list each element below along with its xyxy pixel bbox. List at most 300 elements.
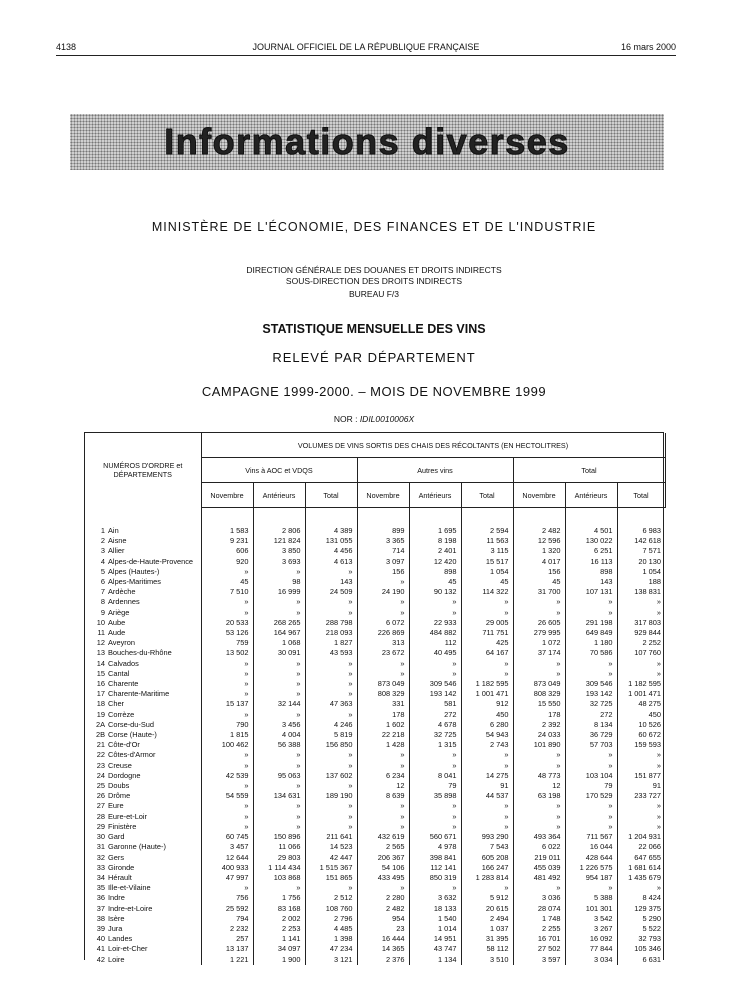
value-cell: » (617, 801, 665, 811)
department-cell (85, 648, 201, 658)
department-name: Dordogne (108, 770, 141, 780)
department-code: 40 (96, 934, 105, 944)
value-cell: 1 428 (357, 740, 409, 750)
ministry-title: MINISTÈRE DE L'ÉCONOMIE, DES FINANCES ET DE L'INDUSTRIE (151, 220, 597, 234)
value-cell: 8 639 (357, 791, 409, 801)
department-code: 39 (96, 923, 105, 933)
value-cell: » (617, 659, 665, 669)
value-cell: 47 234 (305, 944, 357, 954)
department-code: 38 (96, 913, 105, 923)
value-cell: 432 619 (357, 832, 409, 842)
value-cell: 129 375 (617, 904, 665, 914)
value-cell: 257 (201, 934, 253, 944)
table-row (85, 587, 665, 597)
header-rule (56, 55, 676, 56)
value-cell: 12 (357, 781, 409, 791)
table-row (85, 536, 665, 546)
value-cell: 3 850 (253, 546, 305, 556)
department-name: Indre (108, 893, 125, 903)
value-cell: » (201, 608, 253, 618)
table-row (85, 791, 665, 801)
department-cell (85, 955, 201, 965)
value-cell: 4 501 (565, 508, 617, 537)
department-cell (85, 863, 201, 873)
table-row (85, 710, 665, 720)
value-cell: 1 221 (201, 955, 253, 965)
department-cell (85, 536, 201, 546)
value-cell: 138 831 (617, 587, 665, 597)
column-header: Novembre (201, 483, 253, 508)
value-cell: 77 844 (565, 944, 617, 954)
table-row (85, 750, 665, 760)
value-cell: 6 072 (357, 618, 409, 628)
value-cell: 20 130 (617, 557, 665, 567)
value-cell: » (513, 669, 565, 679)
value-cell: » (409, 761, 461, 771)
department-cell (85, 740, 201, 750)
value-cell: 4 978 (409, 842, 461, 852)
group-header: Total (513, 458, 665, 483)
value-cell: » (253, 597, 305, 607)
value-cell: 29 803 (253, 853, 305, 863)
value-cell: 605 208 (461, 853, 513, 863)
value-cell: 14 365 (357, 944, 409, 954)
value-cell: 8 134 (565, 720, 617, 730)
group-header: Vins à AOC et VDQS (201, 458, 357, 483)
value-cell: 54 106 (357, 863, 409, 873)
value-cell: 425 (461, 638, 513, 648)
value-cell: 226 869 (357, 628, 409, 638)
value-cell: » (201, 679, 253, 689)
page-number: 4138 (56, 42, 77, 52)
value-cell: » (461, 597, 513, 607)
department-code: 24 (96, 770, 105, 780)
department-cell (85, 812, 201, 822)
department-code: 41 (96, 944, 105, 954)
value-cell: » (357, 659, 409, 669)
value-cell: 170 529 (565, 791, 617, 801)
value-cell: » (409, 750, 461, 760)
value-cell: 15 517 (461, 557, 513, 567)
value-cell: 317 803 (617, 618, 665, 628)
value-cell: 1 014 (409, 924, 461, 934)
department-cell (85, 710, 201, 720)
value-cell: 43 593 (305, 648, 357, 658)
table-row (85, 567, 665, 577)
value-cell: » (305, 761, 357, 771)
table-row (85, 924, 665, 934)
value-cell: 898 (409, 567, 461, 577)
table-body (85, 508, 665, 965)
value-cell: 1 756 (253, 893, 305, 903)
value-cell: » (357, 750, 409, 760)
value-cell: 3 365 (357, 536, 409, 546)
value-cell: 313 (357, 638, 409, 648)
value-cell: 560 671 (409, 832, 461, 842)
value-cell: 1 114 434 (253, 863, 305, 873)
value-cell: 331 (357, 699, 409, 709)
department-name: Cantal (108, 668, 130, 678)
table-row (85, 720, 665, 730)
value-cell: 13 137 (201, 944, 253, 954)
table-row (85, 883, 665, 893)
table-row (85, 904, 665, 914)
value-cell: 79 (565, 781, 617, 791)
department-cell (85, 924, 201, 934)
banner-title: Informations diverses (164, 121, 570, 162)
value-cell: 2 806 (253, 508, 305, 537)
value-cell: 1 815 (201, 730, 253, 740)
department-cell (85, 689, 201, 699)
value-cell: 5 912 (461, 893, 513, 903)
value-cell: 156 850 (305, 740, 357, 750)
value-cell: 6 251 (565, 546, 617, 556)
value-cell: 711 751 (461, 628, 513, 638)
table-row (85, 944, 665, 954)
department-cell (85, 914, 201, 924)
department-name: Creuse (108, 760, 132, 770)
value-cell: 91 (461, 781, 513, 791)
department-cell (85, 659, 201, 669)
value-cell: 54 559 (201, 791, 253, 801)
table-row (85, 955, 665, 965)
value-cell: 178 (357, 710, 409, 720)
department-name: Aisne (108, 536, 127, 546)
value-cell: » (409, 608, 461, 618)
department-cell (85, 771, 201, 781)
department-name: Côte-d'Or (108, 740, 140, 750)
value-cell: 53 126 (201, 628, 253, 638)
table-row (85, 597, 665, 607)
department-cell (85, 853, 201, 863)
value-cell: 31 700 (513, 587, 565, 597)
table-row (85, 771, 665, 781)
document-title: STATISTIQUE MENSUELLE DES VINS (262, 322, 486, 336)
value-cell: 899 (357, 508, 409, 537)
column-header: Novembre (357, 483, 409, 508)
table-row (85, 853, 665, 863)
value-cell: 151 877 (617, 771, 665, 781)
value-cell: 22 218 (357, 730, 409, 740)
value-cell: » (305, 608, 357, 618)
table-row (85, 638, 665, 648)
department-code: 6 (100, 577, 105, 587)
value-cell: » (513, 597, 565, 607)
department-name: Isère (108, 913, 125, 923)
value-cell: 3 693 (253, 557, 305, 567)
value-cell: » (305, 669, 357, 679)
value-cell: 54 943 (461, 730, 513, 740)
department-cell (85, 944, 201, 954)
department-code: 29 (96, 821, 105, 831)
value-cell: 3 456 (253, 720, 305, 730)
value-cell: 107 760 (617, 648, 665, 658)
value-cell: » (617, 883, 665, 893)
department-cell (85, 781, 201, 791)
department-name: Jura (108, 923, 123, 933)
department-cell (85, 567, 201, 577)
value-cell: » (253, 812, 305, 822)
nor-value: IDIL0010006X (359, 414, 415, 424)
value-cell: 6 234 (357, 771, 409, 781)
value-cell: » (357, 577, 409, 587)
value-cell: 759 (201, 638, 253, 648)
value-cell: » (305, 689, 357, 699)
department-cell (85, 597, 201, 607)
value-cell: 1 583 (201, 508, 253, 537)
value-cell: » (461, 761, 513, 771)
department-name: Ain (108, 525, 119, 535)
value-cell: 5 290 (617, 914, 665, 924)
value-cell: 5 388 (565, 893, 617, 903)
value-cell: 103 868 (253, 873, 305, 883)
value-cell: 101 301 (565, 904, 617, 914)
department-code: 4 (100, 556, 105, 566)
value-cell: 26 605 (513, 618, 565, 628)
value-cell: 400 933 (201, 863, 253, 873)
value-cell: 1 134 (409, 955, 461, 965)
value-cell: 12 596 (513, 536, 565, 546)
value-cell: » (409, 597, 461, 607)
value-cell: 43 747 (409, 944, 461, 954)
department-name: Alpes-de-Haute-Provence (108, 556, 194, 566)
value-cell: 12 (513, 781, 565, 791)
value-cell: 5 522 (617, 924, 665, 934)
value-cell: 14 275 (461, 771, 513, 781)
table-row (85, 863, 665, 873)
value-cell: 3 036 (513, 893, 565, 903)
value-cell: 47 997 (201, 873, 253, 883)
value-cell: » (201, 812, 253, 822)
department-code: 34 (96, 872, 105, 882)
value-cell: » (201, 597, 253, 607)
value-cell: 929 844 (617, 628, 665, 638)
value-cell: 2 253 (253, 924, 305, 934)
value-cell: 4 456 (305, 546, 357, 556)
table-row (85, 679, 665, 689)
value-cell: » (565, 801, 617, 811)
value-cell: » (357, 812, 409, 822)
department-code: 18 (96, 699, 105, 709)
value-cell: 112 141 (409, 863, 461, 873)
value-cell: 14 951 (409, 934, 461, 944)
value-cell: 6 280 (461, 720, 513, 730)
value-cell: 3 597 (513, 955, 565, 965)
value-cell: 11 563 (461, 536, 513, 546)
department-code: 10 (96, 617, 105, 627)
value-cell: » (513, 822, 565, 832)
value-cell: 57 703 (565, 740, 617, 750)
value-cell: 3 115 (461, 546, 513, 556)
table-row (85, 914, 665, 924)
value-cell: » (617, 812, 665, 822)
value-cell: 1 182 595 (461, 679, 513, 689)
section-banner (70, 114, 664, 170)
nor-reference (0, 414, 748, 424)
table-row (85, 659, 665, 669)
value-cell: » (201, 689, 253, 699)
table-row (85, 730, 665, 740)
value-cell: 28 074 (513, 904, 565, 914)
value-cell: 484 882 (409, 628, 461, 638)
value-cell: 12 420 (409, 557, 461, 567)
department-cell (85, 873, 201, 883)
value-cell: » (201, 801, 253, 811)
value-cell: 7 510 (201, 587, 253, 597)
value-cell: 45 (513, 577, 565, 587)
value-cell: 108 760 (305, 904, 357, 914)
department-name: Aude (108, 628, 126, 638)
value-cell: 1 283 814 (461, 873, 513, 883)
department-name: Aveyron (108, 638, 135, 648)
value-cell: » (565, 669, 617, 679)
value-cell: 993 290 (461, 832, 513, 842)
value-cell: 2 565 (357, 842, 409, 852)
value-cell: 142 618 (617, 536, 665, 546)
column-header: Total (305, 483, 357, 508)
value-cell: 8 424 (617, 893, 665, 903)
value-cell: » (409, 801, 461, 811)
department-cell (85, 546, 201, 556)
department-name: Gers (108, 852, 125, 862)
value-cell: 47 363 (305, 699, 357, 709)
value-cell: 114 322 (461, 587, 513, 597)
value-cell: 808 329 (513, 689, 565, 699)
value-cell: » (253, 689, 305, 699)
department-cell (85, 638, 201, 648)
value-cell: » (565, 608, 617, 618)
value-cell: 219 011 (513, 853, 565, 863)
department-code: 42 (96, 954, 105, 964)
value-cell: 6 983 (617, 508, 665, 537)
department-cell (85, 669, 201, 679)
department-name: Côtes-d'Armor (108, 750, 156, 760)
value-cell: 101 890 (513, 740, 565, 750)
value-cell: » (461, 883, 513, 893)
department-code: 17 (96, 689, 105, 699)
value-cell: » (305, 812, 357, 822)
value-cell: 8 198 (409, 536, 461, 546)
value-cell: 42 539 (201, 771, 253, 781)
table-row (85, 628, 665, 638)
department-cell (85, 577, 201, 587)
department-name: Drôme (108, 791, 131, 801)
value-cell: 714 (357, 546, 409, 556)
value-cell: » (617, 597, 665, 607)
value-cell: » (565, 597, 617, 607)
value-cell: 11 066 (253, 842, 305, 852)
value-cell: 2 494 (461, 914, 513, 924)
value-cell: 10 526 (617, 720, 665, 730)
value-cell: 206 367 (357, 853, 409, 863)
department-code: 9 (100, 607, 105, 617)
department-cell (85, 699, 201, 709)
value-cell: 4 678 (409, 720, 461, 730)
value-cell: 1 037 (461, 924, 513, 934)
value-cell: 211 641 (305, 832, 357, 842)
department-cell (85, 761, 201, 771)
value-cell: 58 112 (461, 944, 513, 954)
department-code: 7 (100, 587, 105, 597)
value-cell: 1 827 (305, 638, 357, 648)
value-cell: » (253, 710, 305, 720)
department-name: Corrèze (108, 709, 135, 719)
value-cell: » (305, 750, 357, 760)
value-cell: 9 231 (201, 536, 253, 546)
value-cell: » (461, 822, 513, 832)
value-cell: 912 (461, 699, 513, 709)
value-cell: 309 546 (409, 679, 461, 689)
department-cell (85, 883, 201, 893)
value-cell: 3 267 (565, 924, 617, 934)
value-cell: » (305, 597, 357, 607)
value-cell: 16 092 (565, 934, 617, 944)
value-cell: 44 537 (461, 791, 513, 801)
department-cell (85, 608, 201, 618)
value-cell: 36 729 (565, 730, 617, 740)
value-cell: 23 (357, 924, 409, 934)
department-name: Eure (108, 801, 124, 811)
department-code: 35 (96, 883, 105, 893)
table-row (85, 508, 665, 537)
value-cell: 42 447 (305, 853, 357, 863)
department-name: Doubs (108, 781, 130, 791)
value-cell: 279 995 (513, 628, 565, 638)
value-cell: » (357, 801, 409, 811)
table-row (85, 689, 665, 699)
value-cell: 873 049 (513, 679, 565, 689)
value-cell: 166 247 (461, 863, 513, 873)
department-code: 1 (100, 525, 105, 535)
value-cell: 18 133 (409, 904, 461, 914)
department-cell (85, 842, 201, 852)
value-cell: » (201, 781, 253, 791)
value-cell: » (461, 659, 513, 669)
value-cell: 188 (617, 577, 665, 587)
department-code: 21 (96, 740, 105, 750)
value-cell: » (305, 883, 357, 893)
value-cell: 143 (305, 577, 357, 587)
value-cell: » (253, 761, 305, 771)
value-cell: 1 182 595 (617, 679, 665, 689)
value-cell: 3 121 (305, 955, 357, 965)
value-cell: 898 (565, 567, 617, 577)
value-cell: 4 004 (253, 730, 305, 740)
value-cell: » (461, 801, 513, 811)
department-cell (85, 904, 201, 914)
value-cell: 1 681 614 (617, 863, 665, 873)
value-cell: 2 002 (253, 914, 305, 924)
department-name: Allier (108, 546, 125, 556)
value-cell: 288 798 (305, 618, 357, 628)
value-cell: 1 748 (513, 914, 565, 924)
value-cell: 4 017 (513, 557, 565, 567)
value-cell: 91 (617, 781, 665, 791)
value-cell: » (617, 750, 665, 760)
value-cell: 291 198 (565, 618, 617, 628)
value-cell: 56 388 (253, 740, 305, 750)
value-cell: 1 068 (253, 638, 305, 648)
department-cell (85, 720, 201, 730)
value-cell: 3 510 (461, 955, 513, 965)
value-cell: 1 540 (409, 914, 461, 924)
department-cell (85, 832, 201, 842)
value-cell: » (565, 750, 617, 760)
value-cell: 45 (409, 577, 461, 587)
value-cell: » (565, 883, 617, 893)
campaign-title: CAMPAGNE 1999-2000. – MOIS DE NOVEMBRE 1999 (201, 384, 547, 399)
value-cell: » (305, 710, 357, 720)
